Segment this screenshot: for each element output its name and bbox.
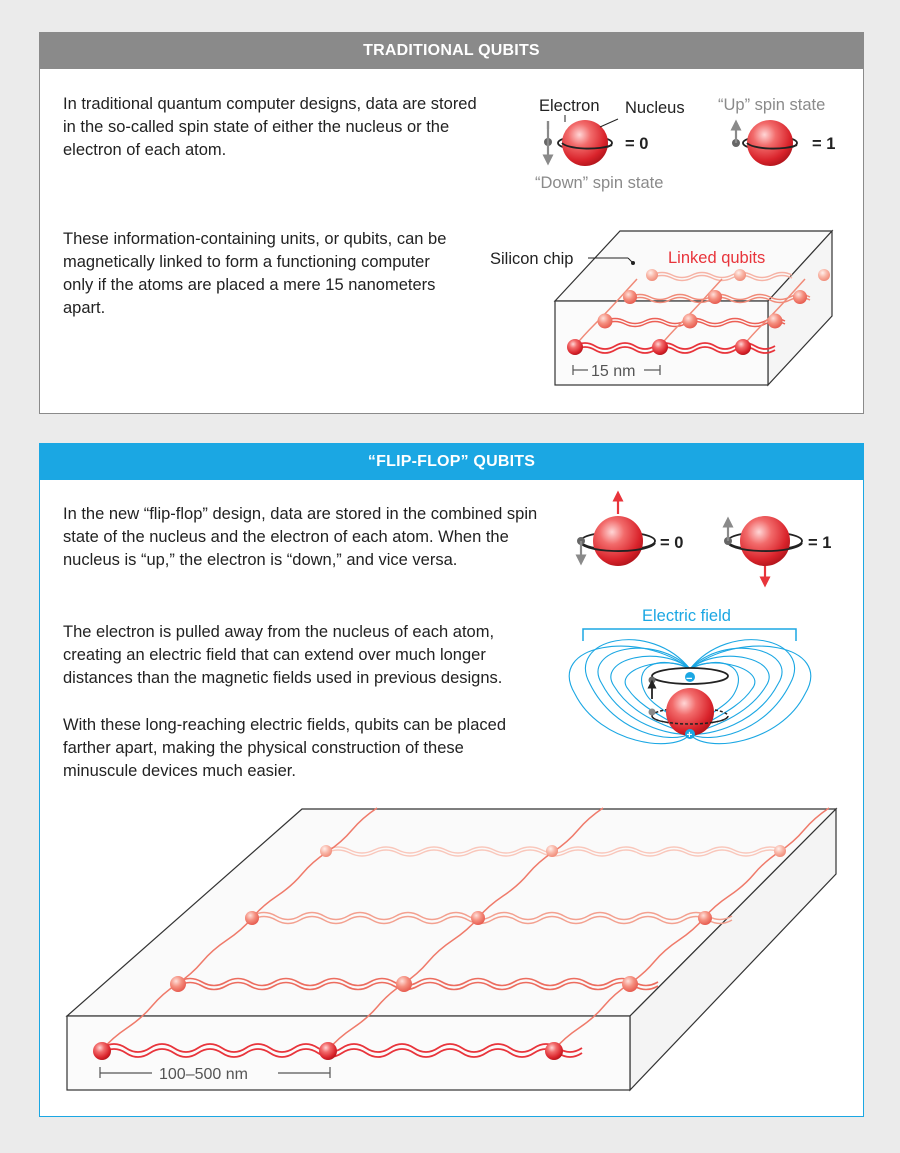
linked-qubits-label: Linked qubits — [668, 249, 766, 267]
electric-field-diagram — [569, 607, 810, 744]
nucleus-label: Nucleus — [625, 99, 685, 117]
spin-zero-value: = 0 — [625, 135, 649, 153]
field-bracket — [583, 629, 796, 641]
traditional-linking-text: These information-containing units, or qubits, can be magnetically linked to form a functioning computer only if the atoms are placed a mere 15 nanometers apart. — [63, 230, 447, 317]
distance-100-500nm-label: 100–500 nm — [159, 1066, 248, 1083]
down-spin-label: “Down” spin state — [535, 174, 664, 192]
electron-label: Electron — [539, 97, 600, 115]
distance-15nm-label: 15 nm — [591, 363, 636, 380]
nucleus-atom-up — [747, 120, 793, 166]
flipflop-one-value: = 1 — [808, 534, 832, 552]
flipflop-easier-text: With these long-reaching electric fields, qubits can be placed farther apart, making the physical construction of these minuscule devices much easier. — [63, 716, 506, 780]
spin-down-atom-diagram — [535, 97, 685, 192]
minus-sign: − — [686, 673, 693, 685]
spin-one-value: = 1 — [812, 135, 836, 153]
electric-field-label: Electric field — [642, 607, 731, 625]
traditional-qubits-panel — [39, 32, 864, 414]
traditional-diagram — [40, 33, 863, 413]
traditional-qubits-header: TRADITIONAL QUBITS — [40, 33, 863, 69]
silicon-chip-label: Silicon chip — [490, 250, 574, 268]
flip-flop-qubits-header: “FLIP-FLOP” QUBITS — [40, 444, 863, 480]
plus-sign: + — [686, 730, 693, 741]
flipflop-field-text: The electron is pulled away from the nucleus of each atom, creating an electric field that can extend over much longer distances than the magnetic fields used in previous designs. — [63, 623, 503, 687]
flip-flop-qubits-panel — [39, 443, 864, 1117]
flipflop-state-one — [724, 516, 831, 582]
flipflop-zero-value: = 0 — [660, 534, 684, 552]
flipflop-intro-text: In the new “flip-flop” design, data are stored in the combined spin state of the nucleus and the electron of each atom. When the nucleus is “up,” the electron is “down,” and vice versa. — [63, 505, 538, 569]
silicon-chip-diagram — [490, 231, 832, 385]
large-silicon-chip-diagram — [67, 808, 836, 1090]
flipflop-diagram — [40, 444, 863, 1116]
flipflop-state-zero — [577, 496, 683, 566]
traditional-intro-text: In traditional quantum computer designs, data are stored in the so-called spin state of either the nucleus or the electron of each atom. — [63, 95, 477, 159]
spin-up-atom-diagram — [718, 96, 835, 166]
up-spin-label: “Up” spin state — [718, 96, 826, 114]
